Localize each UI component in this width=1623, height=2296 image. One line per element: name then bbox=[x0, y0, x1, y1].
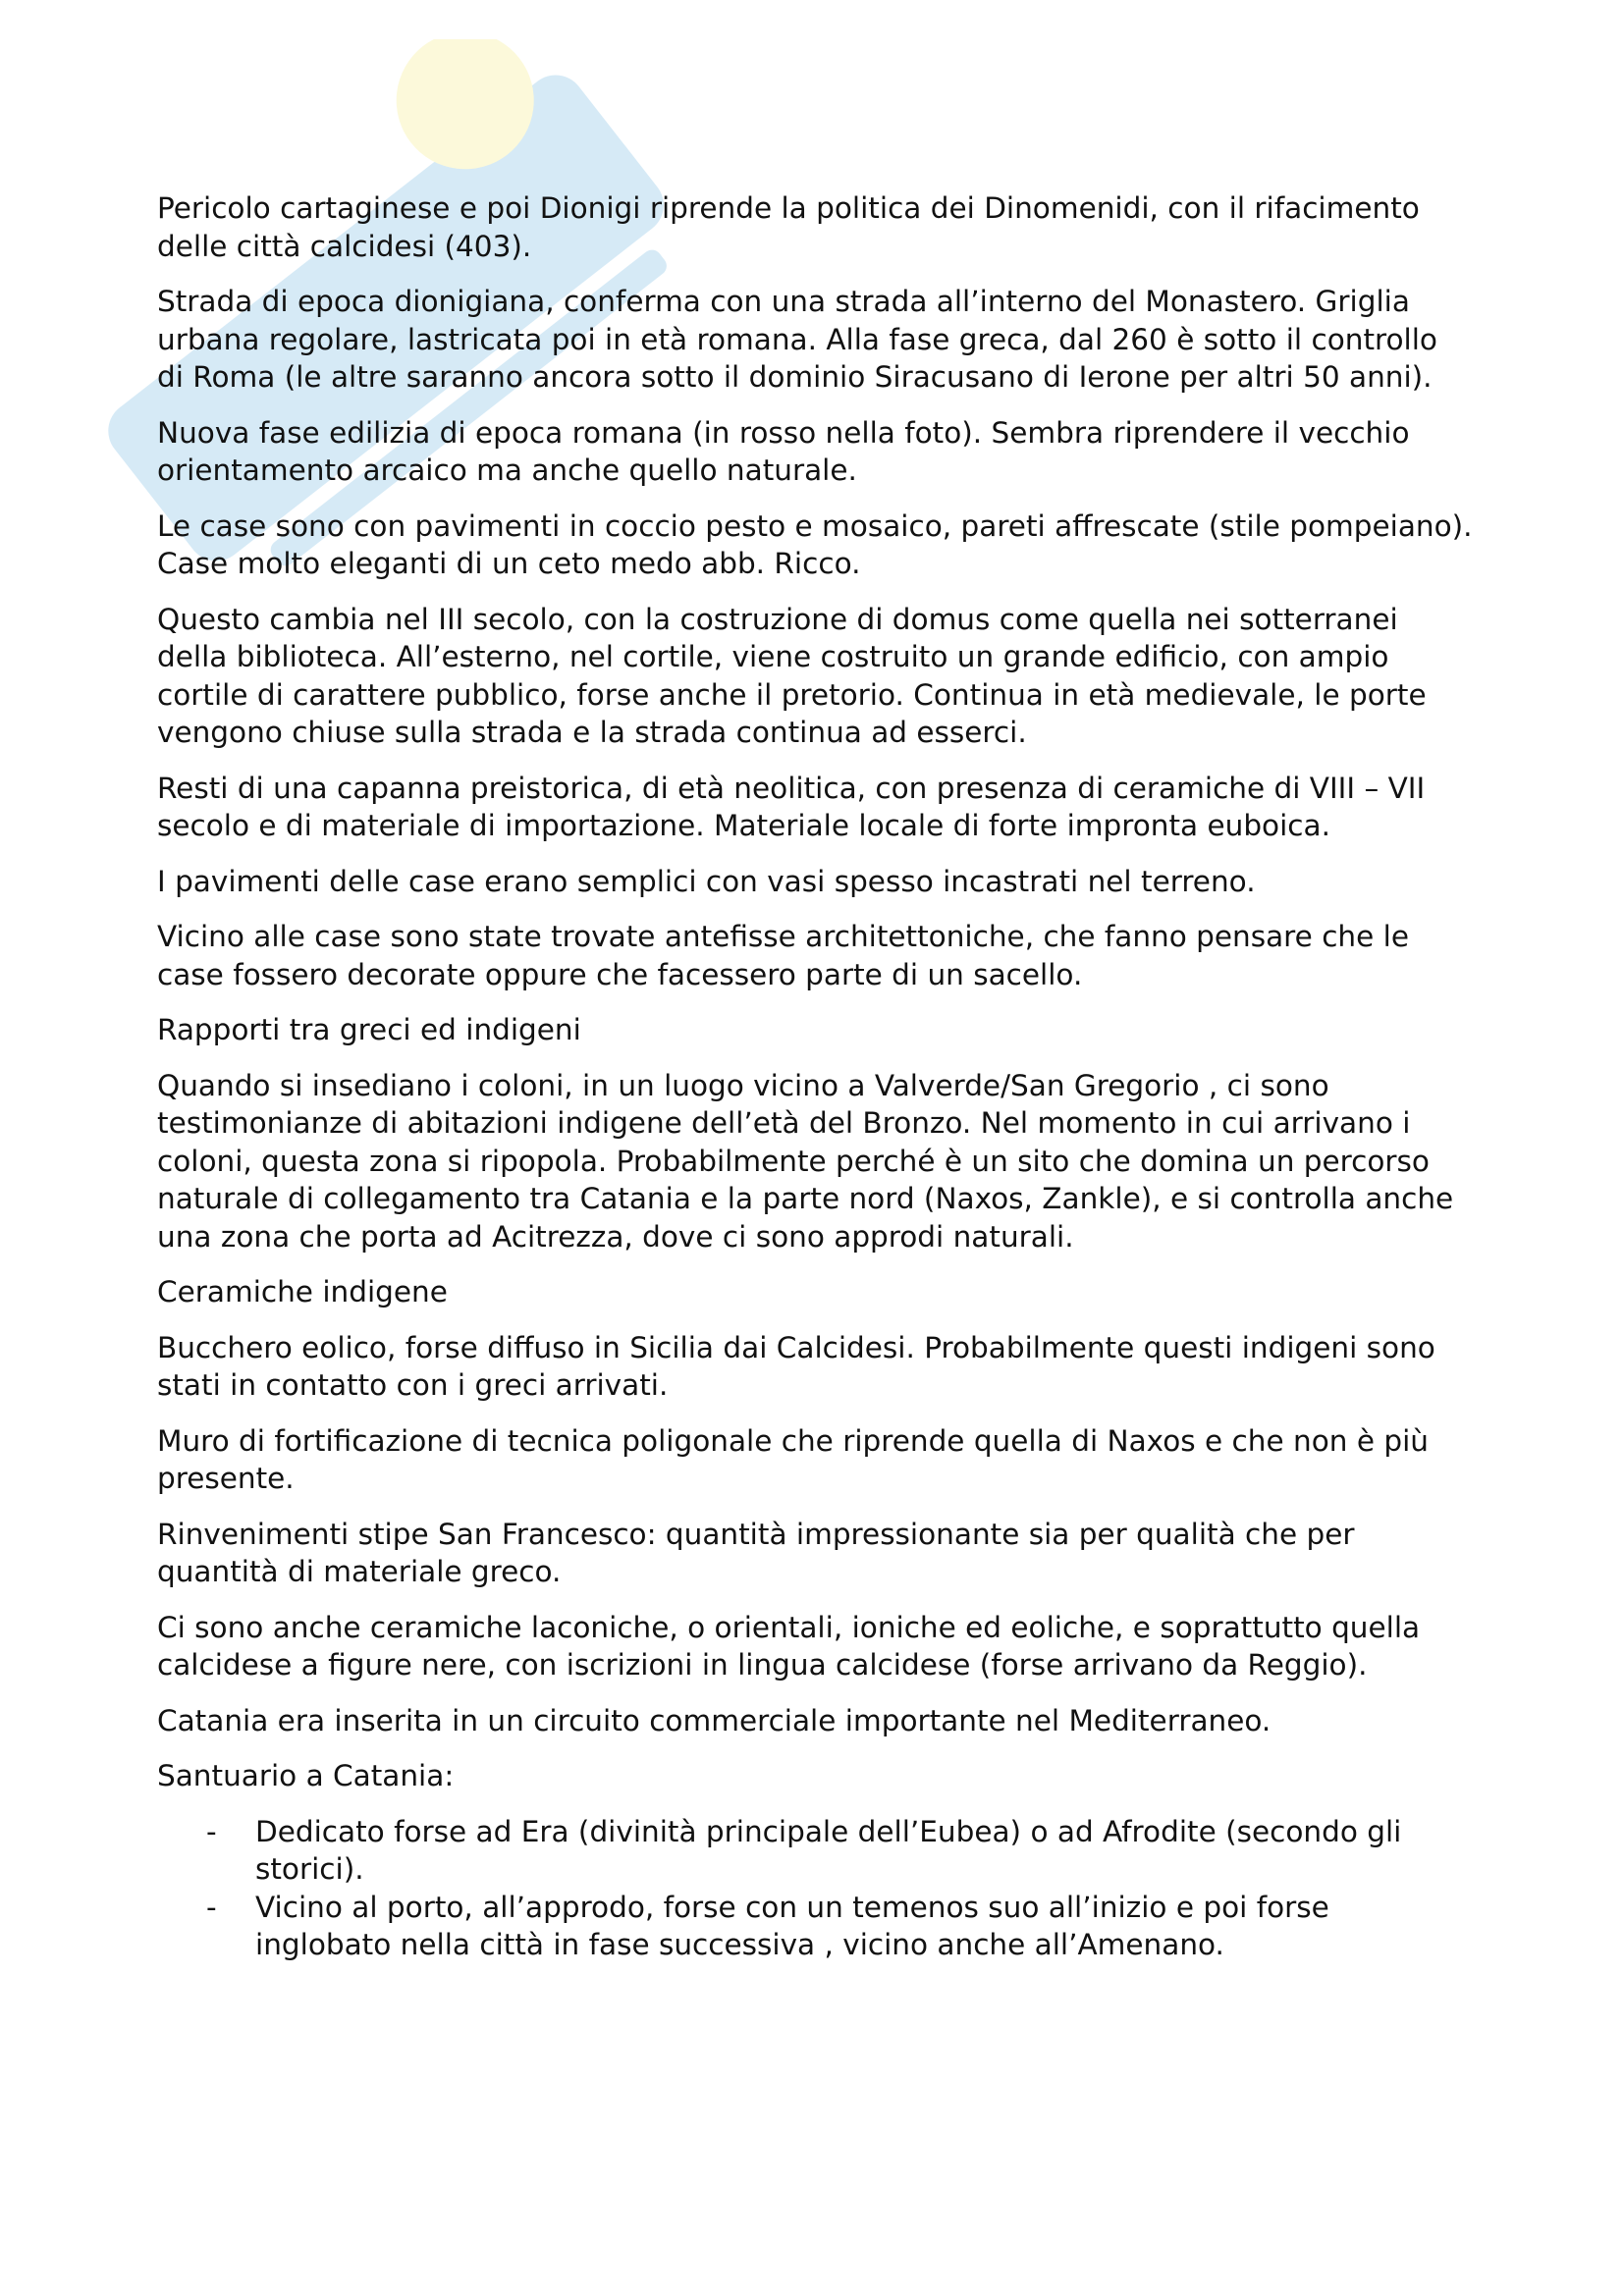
paragraph: I pavimenti delle case erano semplici con vasi spesso incastrati nel terreno. bbox=[157, 864, 1256, 898]
list-item bbox=[157, 1889, 1473, 1964]
list-item-text: Dedicato forse ad Era (divinità principale dell’Eubea) o ad Afrodite (secondo gli storici). bbox=[255, 1814, 1402, 1886]
section-heading: Santuario a Catania: bbox=[157, 1759, 455, 1792]
paragraph: Muro di fortificazione di tecnica poligonale che riprende quella di Naxos e che non è più presente. bbox=[157, 1423, 1429, 1495]
bullet-marker: - bbox=[206, 1890, 217, 1924]
list-item bbox=[157, 1813, 1473, 1889]
list-item-text: Vicino al porto, all’approdo, forse con un temenos suo all’inizio e poi forse inglobato nella città in fase successiva , vicino anche all’Amenano. bbox=[255, 1890, 1329, 1961]
paragraph: Quando si insediano i coloni, in un luogo vicino a Valverde/San Gregorio , ci sono testimonianze di abitazioni indigene dell’età del Bronzo. Nel momento in cui arrivano i coloni, questa zona si ripopola. Probabilmente perché è un sito che domina un percorso naturale di collegamento tra Catania e la parte nord (Naxos, Zankle), e si controlla anche una zona che porta ad Acitrezza, dove ci sono approdi naturali. bbox=[157, 1068, 1454, 1254]
paragraph: Pericolo cartaginese e poi Dionigi riprende la politica dei Dinomenidi, con il rifacimento delle città calcidesi (403). bbox=[157, 191, 1420, 263]
paragraph: Ci sono anche ceramiche laconiche, o orientali, ioniche ed eoliche, e soprattutto quella calcidese a figure nere, con iscrizioni in lingua calcidese (forse arrivano da Reggio). bbox=[157, 1610, 1421, 1682]
paragraph: Questo cambia nel III secolo, con la costruzione di domus come quella nei sotterranei della biblioteca. All’esterno, nel cortile, viene costruito un grande edificio, con ampio cortile di carattere pubblico, forse anche il pretorio. Continua in età medievale, le porte vengono chiuse sulla strada e la strada continua ad esserci. bbox=[157, 602, 1427, 749]
section-heading: Rapporti tra greci ed indigeni bbox=[157, 1013, 581, 1046]
paragraph: Catania era inserita in un circuito commerciale importante nel Mediterraneo. bbox=[157, 1703, 1271, 1737]
paragraph: Le case sono con pavimenti in coccio pesto e mosaico, pareti affrescate (stile pompeiano). Case molto eleganti di un ceto medo abb. Ricco. bbox=[157, 508, 1473, 580]
paragraph: Vicino alle case sono state trovate antefisse architettoniche, che fanno pensare che le case fossero decorate oppure che facessero parte di un sacello. bbox=[157, 920, 1409, 991]
section-heading: Ceramiche indigene bbox=[157, 1275, 448, 1308]
paragraph: Rinvenimenti stipe San Francesco: quantità impressionante sia per qualità che per quantità di materiale greco. bbox=[157, 1517, 1355, 1588]
paragraph: Strada di epoca dionigiana, conferma con una strada all’interno del Monastero. Griglia urbana regolare, lastricata poi in età romana. Alla fase greca, dal 260 è sotto il controllo di Roma (le altre saranno ancora sotto il dominio Siracusano di Ierone per altri 50 anni). bbox=[157, 285, 1437, 394]
paragraph: Bucchero eolico, forse diffuso in Sicilia dai Calcidesi. Probabilmente questi indigeni sono stati in contatto con i greci arrivati. bbox=[157, 1330, 1435, 1402]
bullet-list bbox=[157, 1813, 1473, 1964]
document-page bbox=[157, 189, 1473, 1964]
paragraph: Resti di una capanna preistorica, di età neolitica, con presenza di ceramiche di VIII – VII secolo e di materiale di importazione. Materiale locale di forte impronta euboica. bbox=[157, 771, 1426, 842]
paragraph: Nuova fase edilizia di epoca romana (in rosso nella foto). Sembra riprendere il vecchio orientamento arcaico ma anche quello naturale. bbox=[157, 415, 1410, 487]
bullet-marker: - bbox=[206, 1814, 217, 1848]
